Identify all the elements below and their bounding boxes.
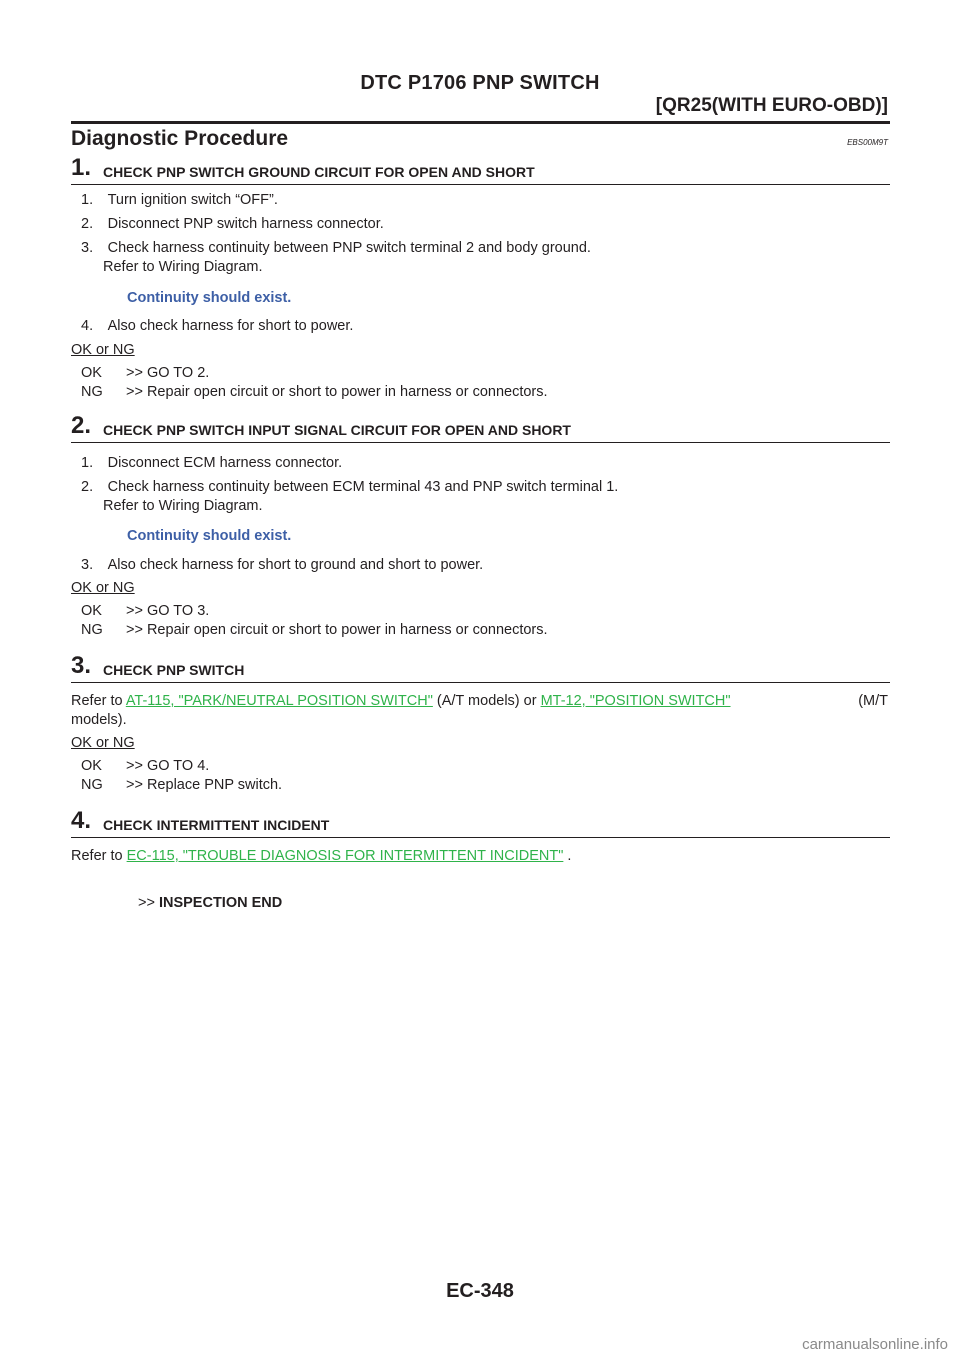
mt-12-link[interactable]: MT-12, "POSITION SWITCH" — [540, 693, 731, 709]
step-1-line-2: 2. Disconnect PNP switch harness connector. — [81, 216, 384, 232]
step-2-line-4: 3. Also check harness for short to ground and short to power. — [81, 557, 484, 573]
refer-prefix: Refer to — [71, 848, 127, 864]
result-text: >> GO TO 4. — [126, 758, 210, 774]
step-2-line-2: 2. Check harness continuity between ECM terminal 43 and PNP switch terminal 1. — [81, 479, 619, 495]
step-2-line-1: 1. Disconnect ECM harness connector. — [81, 455, 343, 471]
end-arrow: >> — [138, 895, 155, 911]
page-number: EC-348 — [446, 1280, 514, 1302]
result-code: OK — [81, 758, 102, 774]
step-1-heading — [71, 154, 890, 185]
step-2-line-3: Refer to Wiring Diagram. — [103, 498, 263, 514]
step-2-heading — [71, 412, 890, 443]
refer-mid: (A/T models) or — [432, 693, 541, 709]
step-4-heading — [71, 807, 890, 838]
result-code: NG — [81, 384, 103, 400]
step-3-refer-suffix: (M/T — [858, 693, 888, 709]
step-2-number: 2. — [71, 412, 92, 439]
result-code: NG — [81, 777, 103, 793]
step-1-number: 1. — [71, 154, 92, 181]
step-2-title: CHECK PNP SWITCH INPUT SIGNAL CIRCUIT FOR OPEN AND SHORT — [103, 422, 571, 438]
step-4-end — [138, 894, 282, 912]
result-text: >> GO TO 3. — [126, 603, 210, 619]
step-1-line-3: 3. Check harness continuity between PNP switch terminal 2 and body ground. — [81, 240, 591, 256]
step-1-ok-ng-label: OK or NG — [71, 342, 135, 358]
ec-115-link[interactable]: EC-115, "TROUBLE DIAGNOSIS FOR INTERMITTENT INCIDENT" — [126, 848, 564, 864]
step-1-title: CHECK PNP SWITCH GROUND CIRCUIT FOR OPEN AND SHORT — [103, 164, 535, 180]
section-title: Diagnostic Procedure — [71, 127, 289, 150]
result-text: >> Replace PNP switch. — [126, 777, 283, 793]
step-3-refer-line — [71, 692, 731, 710]
section-code: EBS00M9T — [847, 138, 888, 147]
result-code: OK — [81, 603, 102, 619]
step-4-number: 4. — [71, 807, 92, 834]
result-text: >> Repair open circuit or short to power in harness or connectors. — [126, 384, 548, 400]
step-3-ok-ng-label: OK or NG — [71, 735, 135, 751]
step-3-number: 3. — [71, 652, 92, 679]
refer-prefix: Refer to — [71, 693, 126, 709]
result-text: >> Repair open circuit or short to power in harness or connectors. — [126, 622, 548, 638]
step-2-spec: Continuity should exist. — [127, 528, 292, 544]
inspection-end: INSPECTION END — [158, 895, 283, 911]
page-header-title: DTC P1706 PNP SWITCH — [360, 72, 600, 94]
step-4-title: CHECK INTERMITTENT INCIDENT — [103, 817, 330, 833]
step-2-ok-ng-label: OK or NG — [71, 580, 135, 596]
watermark: carmanualsonline.info — [802, 1336, 948, 1353]
result-code: NG — [81, 622, 103, 638]
step-3-refer-cont: models). — [71, 712, 127, 728]
step-1-spec: Continuity should exist. — [127, 290, 292, 306]
at-115-link[interactable]: AT-115, "PARK/NEUTRAL POSITION SWITCH" — [125, 693, 433, 709]
step-3-title: CHECK PNP SWITCH — [103, 662, 245, 678]
result-text: >> GO TO 2. — [126, 365, 210, 381]
step-3-heading — [71, 652, 890, 683]
page-header-subtitle: [QR25(WITH EURO-OBD)] — [655, 95, 888, 116]
step-4-refer-line — [71, 847, 571, 865]
step-1-line-4: Refer to Wiring Diagram. — [103, 259, 263, 275]
result-code: OK — [81, 365, 102, 381]
step-1-line-1: 1. Turn ignition switch “OFF”. — [81, 192, 278, 208]
refer-suffix: . — [563, 848, 572, 864]
step-1-line-5: 4. Also check harness for short to power. — [81, 318, 354, 334]
header-rule — [71, 121, 890, 124]
